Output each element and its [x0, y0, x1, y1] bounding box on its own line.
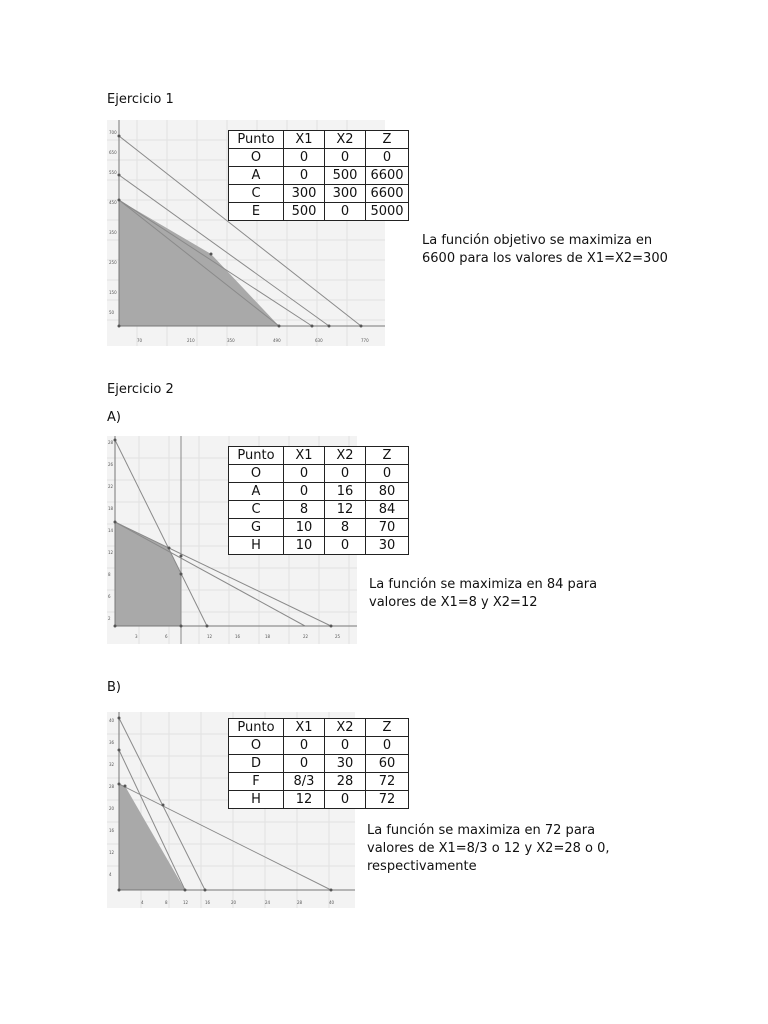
table-row — [229, 203, 409, 221]
cell: 0 — [325, 465, 366, 483]
svg-text:20: 20 — [231, 900, 237, 905]
svg-text:630: 630 — [315, 338, 323, 343]
svg-text:12: 12 — [109, 850, 115, 855]
table-row — [229, 185, 409, 203]
svg-text:22: 22 — [108, 484, 114, 489]
cell: 30 — [366, 537, 409, 555]
exercise-1-conclusion: La función objetivo se maximiza en 6600 para los valores de X1=X2=300 — [422, 233, 668, 266]
table-row — [229, 483, 409, 501]
svg-text:12: 12 — [207, 634, 213, 639]
cell: 10 — [284, 537, 325, 555]
cell: 0 — [325, 203, 366, 221]
cell: 0 — [284, 483, 325, 501]
cell: 72 — [366, 791, 409, 809]
cell: A — [229, 483, 284, 501]
exercise-2-heading: Ejercicio 2 — [107, 382, 174, 397]
svg-text:350: 350 — [109, 230, 117, 235]
table-row — [229, 755, 409, 773]
svg-text:22: 22 — [303, 634, 309, 639]
svg-text:16: 16 — [205, 900, 211, 905]
svg-text:8: 8 — [165, 900, 168, 905]
svg-text:50: 50 — [109, 310, 115, 315]
cell: 5000 — [366, 203, 409, 221]
col-punto: Punto — [229, 131, 284, 149]
cell: 12 — [325, 501, 366, 519]
table-row — [229, 167, 409, 185]
cell: A — [229, 167, 284, 185]
svg-text:250: 250 — [109, 260, 117, 265]
table-header-row — [229, 131, 409, 149]
cell: O — [229, 737, 284, 755]
part-b-label: B) — [107, 680, 121, 695]
cell: 6600 — [366, 185, 409, 203]
exercise-2a-conclusion: La función se maximiza en 84 para valores de X1=8 y X2=12 — [369, 577, 598, 610]
svg-text:28: 28 — [109, 784, 115, 789]
table-row — [229, 501, 409, 519]
cell: E — [229, 203, 284, 221]
svg-text:36: 36 — [109, 740, 115, 745]
svg-text:650: 650 — [109, 150, 117, 155]
cell: 0 — [325, 737, 366, 755]
cell: 8/3 — [284, 773, 325, 791]
cell: O — [229, 149, 284, 167]
table-row — [229, 737, 409, 755]
svg-text:700: 700 — [109, 130, 117, 135]
cell: 60 — [366, 755, 409, 773]
cell: H — [229, 791, 284, 809]
svg-text:12: 12 — [108, 550, 114, 555]
cell: 8 — [284, 501, 325, 519]
svg-text:4: 4 — [109, 872, 112, 877]
exercise-2a-table — [228, 446, 409, 555]
cell: H — [229, 537, 284, 555]
svg-text:6: 6 — [165, 634, 168, 639]
col-x1: X1 — [284, 447, 325, 465]
svg-text:490: 490 — [273, 338, 281, 343]
table-row — [229, 149, 409, 167]
cell: C — [229, 185, 284, 203]
col-z: Z — [366, 447, 409, 465]
exercise-2b-table — [228, 718, 409, 809]
svg-text:28: 28 — [108, 440, 114, 445]
cell: O — [229, 465, 284, 483]
table-row — [229, 465, 409, 483]
cell: 12 — [284, 791, 325, 809]
part-a-label: A) — [107, 410, 121, 425]
svg-text:24: 24 — [265, 900, 271, 905]
col-x2: X2 — [325, 719, 366, 737]
cell: 10 — [284, 519, 325, 537]
svg-text:550: 550 — [109, 170, 117, 175]
svg-text:6: 6 — [108, 594, 111, 599]
cell: 0 — [366, 465, 409, 483]
cell: 300 — [325, 185, 366, 203]
exercise-1-heading: Ejercicio 1 — [107, 92, 174, 107]
svg-text:20: 20 — [109, 806, 115, 811]
svg-text:4: 4 — [141, 900, 144, 905]
cell: 80 — [366, 483, 409, 501]
table-header-row — [229, 447, 409, 465]
col-z: Z — [366, 131, 409, 149]
svg-text:18: 18 — [265, 634, 271, 639]
cell: 0 — [325, 149, 366, 167]
table-row — [229, 791, 409, 809]
cell: F — [229, 773, 284, 791]
svg-text:16: 16 — [109, 828, 115, 833]
svg-text:14: 14 — [108, 528, 114, 533]
svg-text:770: 770 — [361, 338, 369, 343]
table-row — [229, 519, 409, 537]
table-row — [229, 773, 409, 791]
cell: 0 — [284, 755, 325, 773]
cell: 6600 — [366, 167, 409, 185]
cell: 0 — [325, 537, 366, 555]
svg-text:210: 210 — [187, 338, 195, 343]
svg-text:70: 70 — [137, 338, 143, 343]
svg-text:3: 3 — [135, 634, 138, 639]
svg-text:32: 32 — [109, 762, 115, 767]
svg-text:450: 450 — [109, 200, 117, 205]
col-x2: X2 — [325, 447, 366, 465]
svg-text:18: 18 — [108, 506, 114, 511]
cell: C — [229, 501, 284, 519]
cell: 500 — [325, 167, 366, 185]
cell: G — [229, 519, 284, 537]
col-z: Z — [366, 719, 409, 737]
cell: 84 — [366, 501, 409, 519]
cell: 0 — [366, 149, 409, 167]
col-punto: Punto — [229, 447, 284, 465]
exercise-1-table — [228, 130, 409, 221]
cell: 0 — [284, 167, 325, 185]
cell: 72 — [366, 773, 409, 791]
svg-text:28: 28 — [297, 900, 303, 905]
cell: 8 — [325, 519, 366, 537]
cell: 0 — [325, 791, 366, 809]
svg-text:12: 12 — [183, 900, 189, 905]
col-punto: Punto — [229, 719, 284, 737]
col-x1: X1 — [284, 131, 325, 149]
svg-text:25: 25 — [335, 634, 341, 639]
cell: 0 — [284, 465, 325, 483]
exercise-2b-conclusion: La función se maximiza en 72 para valores de X1=8/3 o 12 y X2=28 o 0, respectivamente — [367, 823, 610, 874]
svg-text:150: 150 — [109, 290, 117, 295]
col-x1: X1 — [284, 719, 325, 737]
svg-text:2: 2 — [108, 616, 111, 621]
svg-text:26: 26 — [108, 462, 114, 467]
cell: 30 — [325, 755, 366, 773]
cell: 16 — [325, 483, 366, 501]
table-header-row — [229, 719, 409, 737]
svg-text:350: 350 — [227, 338, 235, 343]
col-x2: X2 — [325, 131, 366, 149]
svg-text:40: 40 — [329, 900, 335, 905]
cell: 0 — [366, 737, 409, 755]
svg-text:40: 40 — [109, 718, 115, 723]
cell: 300 — [284, 185, 325, 203]
cell: D — [229, 755, 284, 773]
cell: 0 — [284, 737, 325, 755]
cell: 28 — [325, 773, 366, 791]
cell: 500 — [284, 203, 325, 221]
cell: 0 — [284, 149, 325, 167]
table-row — [229, 537, 409, 555]
cell: 70 — [366, 519, 409, 537]
svg-text:8: 8 — [108, 572, 111, 577]
svg-text:16: 16 — [235, 634, 241, 639]
